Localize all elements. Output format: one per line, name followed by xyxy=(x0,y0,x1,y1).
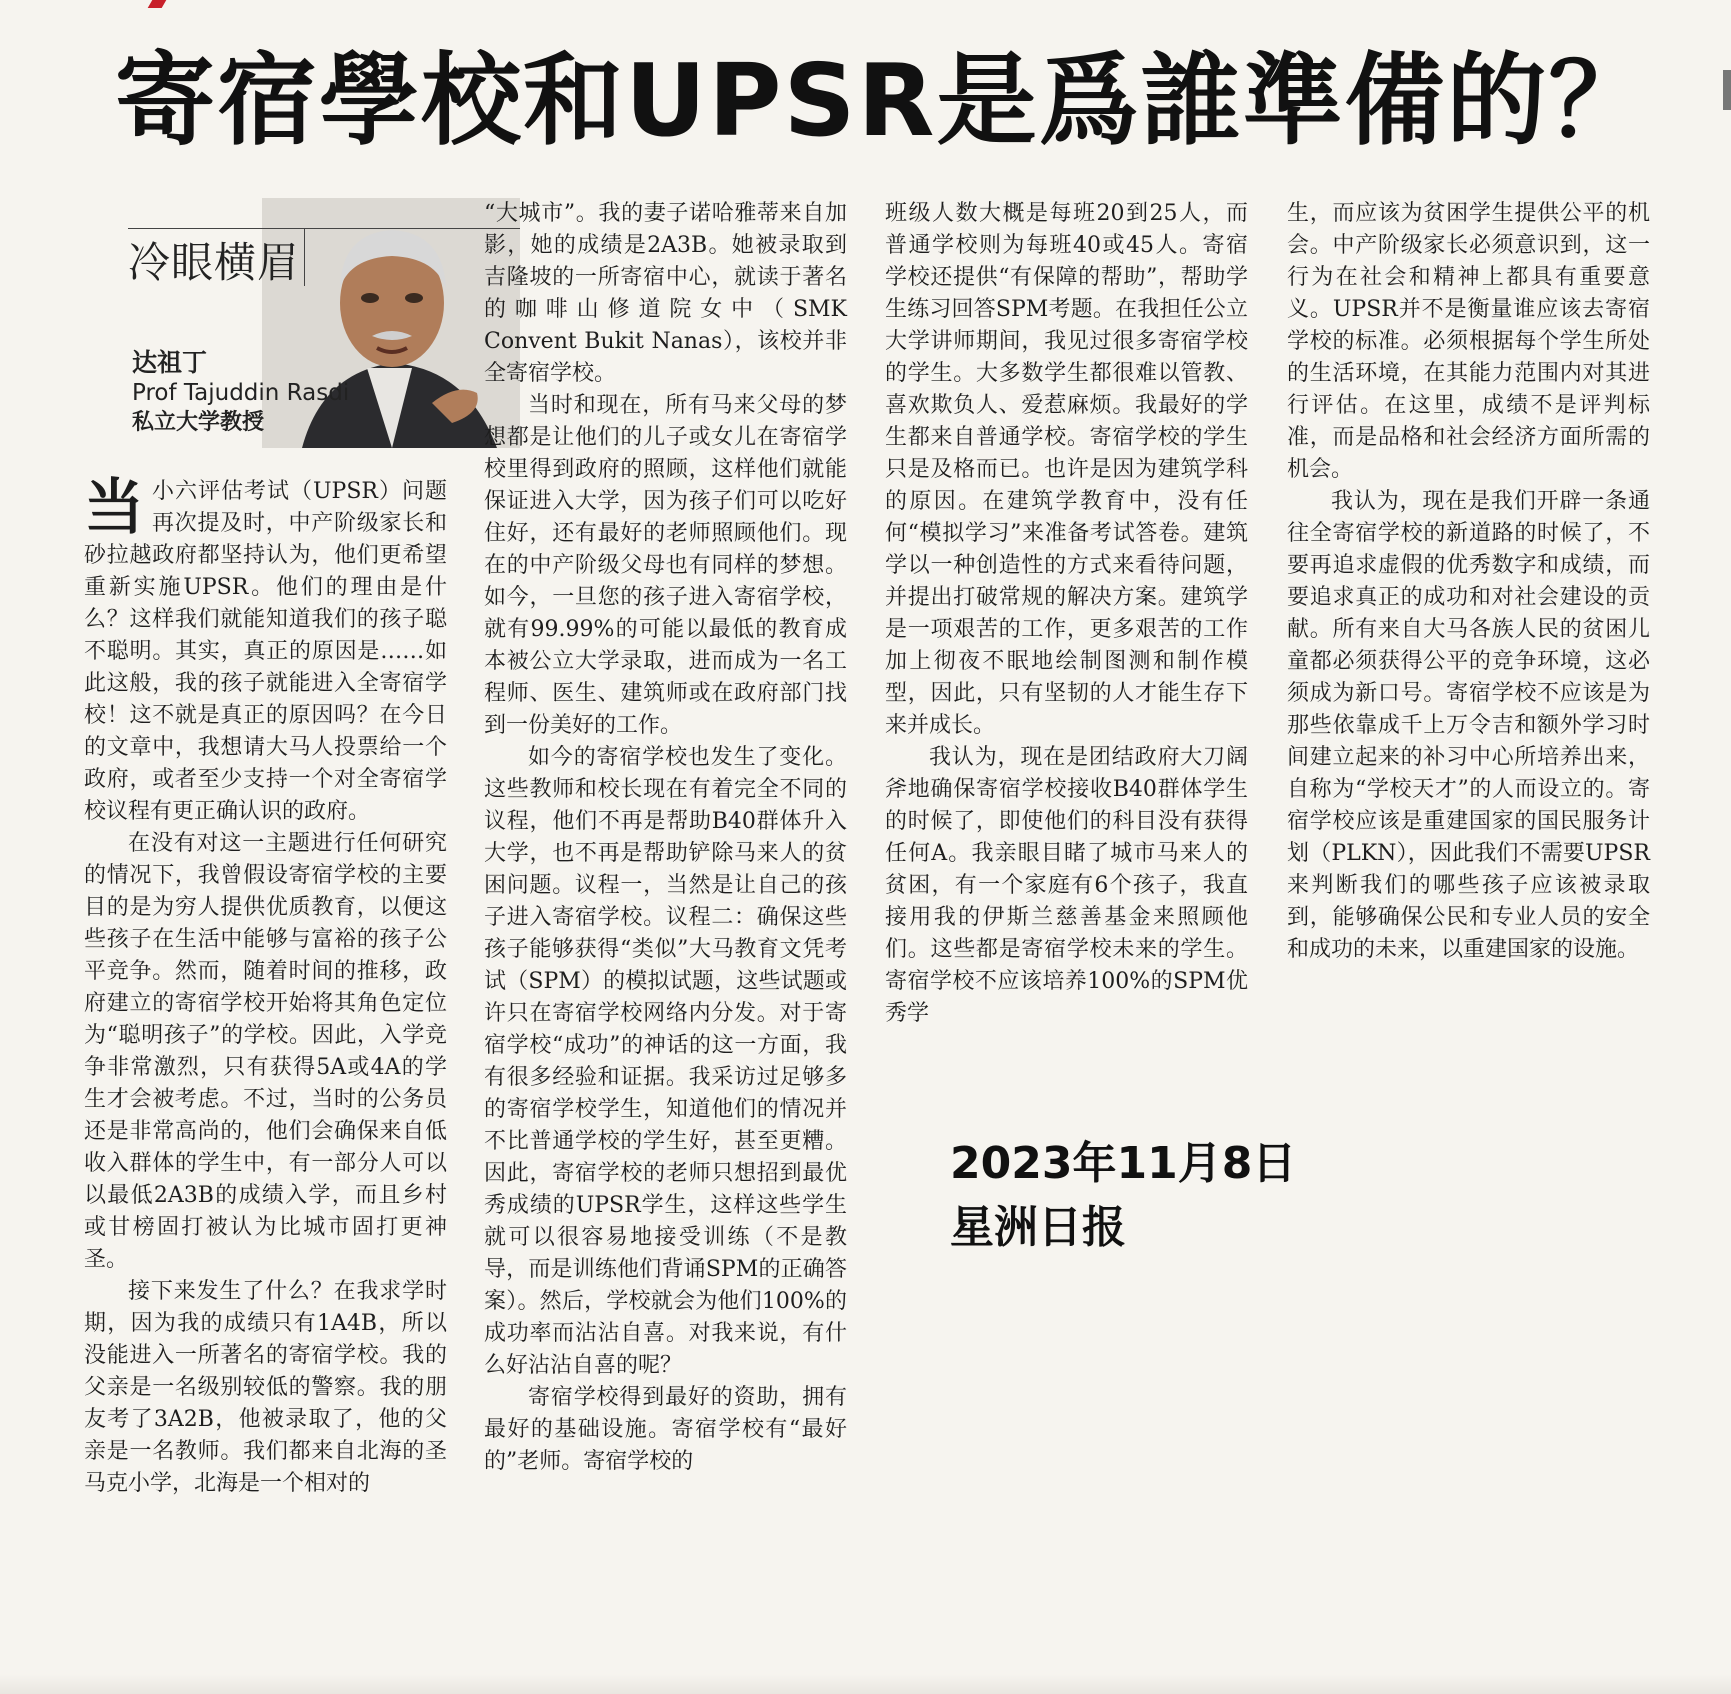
column-rule-vertical xyxy=(304,228,305,286)
author-name-zh: 达祖丁 xyxy=(132,348,208,377)
paragraph-1: 当小六评估考试（UPSR）问题再次提及时，中产阶级家长和砂拉越政府都坚持认为，他们更希望重新实施UPSR。他们的理由是什么？这样我们就能知道我们的孩子聪不聪明。其实，真正的原因是……如此这般，我的孩子就能进入全寄宿学校！这不就是真正的原因吗？在今日的文章中，我想请大马人投票给一个政府，或者至少支持一个对全寄宿学校议程有更正确认识的政府。 xyxy=(84,473,447,824)
edge-fragment xyxy=(1723,70,1731,110)
publication-stamp xyxy=(950,1132,1296,1260)
paragraph-7-cont: 生，而应该为贫困学生提供公平的机会。中产阶级家长必须意识到，这一行为在社会和精神上都具有重要意义。UPSR并不是衡量谁应该去寄宿学校的标准。必须根据每个学生所处的生活环境，在其能力范围内对其进行评估。在这里，成绩不是评判标准，而是品格和社会经济方面所需的机会。 xyxy=(1287,201,1650,482)
article-column-1 xyxy=(84,198,447,1500)
article-column-2 xyxy=(484,198,847,1478)
article-column-4 xyxy=(1287,198,1650,966)
dropcap: 当 xyxy=(84,473,144,543)
paragraph-8: 我认为，现在是我们开辟一条通往全寄宿学校的新道路的时候了，不要再追求虚假的优秀数字和成绩，而要追求真正的成功和对社会建设的贡献。所有来自大马各族人民的贫困儿童都必须获得公平的竞争环境，这必须成为新口号。寄宿学校不应该是为那些依靠成千上万令吉和额外学习时间建立起来的补习中心所培养出来，自称为“学校天才”的人而设立的。寄宿学校应该是重建国家的国民服务计划（PLKN），因此我们不需要UPSR来判断我们的哪些孩子应该被录取到，能够确保公民和专业人员的安全和成功的未来，以重建国家的设施。 xyxy=(1287,489,1650,962)
corner-red-mark xyxy=(148,0,167,8)
author-name-en: Prof Tajuddin Rasdi xyxy=(132,380,350,406)
author-box xyxy=(84,198,447,448)
paragraph-4: 当时和现在，所有马来父母的梦想都是让他们的儿子或女儿在寄宿学校里得到政府的照顾，这样他们就能保证进入大学，因为孩子们可以吃好住好，还有最好的老师照顾他们。现在的中产阶级父母也有同样的梦想。如今，一旦您的孩子进入寄宿学校，就有99.99%的可能以最低的教育成本被公立大学录取，进而成为一名工程师、医生、建筑师或在政府部门找到一份美好的工作。 xyxy=(484,393,847,738)
column-name: 冷眼横眉 xyxy=(128,238,301,287)
page-bottom-edge xyxy=(0,1674,1731,1694)
article-column-3 xyxy=(885,198,1248,1030)
paragraph-7: 我认为，现在是团结政府大刀阔斧地确保寄宿学校接收B40群体学生的时候了，即使他们的科目没有获得任何A。我亲眼目睹了城市马来人的贫困，有一个家庭有6个孩子，我直接用我的伊斯兰慈善基金来照顾他们。这些都是寄宿学校未来的学生。寄宿学校不应该培养100%的SPM优秀学 xyxy=(885,745,1248,1026)
paragraph-3: 接下来发生了什么？在我求学时期，因为我的成绩只有1A4B，所以没能进入一所著名的寄宿学校。我的父亲是一名级别较低的警察。我的朋友考了3A2B，他被录取了，他的父亲是一名教师。我们都来自北海的圣马克小学，北海是一个相对的 xyxy=(84,1279,447,1496)
author-byline xyxy=(132,348,349,438)
paragraph-6: 寄宿学校得到最好的资助，拥有最好的基础设施。寄宿学校有“最好的”老师。寄宿学校的 xyxy=(484,1385,847,1474)
paragraph-3-cont: “大城市”。我的妻子诺哈雅蒂来自加影，她的成绩是2A3B。她被录取到吉隆坡的一所寄宿中心，就读于著名的咖啡山修道院女中（SMK Convent Bukit Nanas），该校并非全寄宿学校。 xyxy=(484,201,847,386)
headline: 寄宿學校和UPSR是爲誰準備的？ xyxy=(115,42,1651,159)
paragraph-6-cont: 班级人数大概是每班20到25人，而普通学校则为每班40或45人。寄宿学校还提供“有保障的帮助”，帮助学生练习回答SPM考题。在我担任公立大学讲师期间，我见过很多寄宿学校的学生。大多数学生都很难以管教、喜欢欺负人、爱惹麻烦。我最好的学生都来自普通学校。寄宿学校的学生只是及格而已。也许是因为建筑学科的原因。在建筑学教育中，没有任何“模拟学习”来准备考试答卷。建筑学以一种创造性的方式来看待问题，并提出打破常规的解决方案。建筑学是一项艰苦的工作，更多艰苦的工作加上彻夜不眠地绘制图测和制作模型，因此，只有坚韧的人才能生存下来并成长。 xyxy=(885,201,1248,738)
paragraph-2: 在没有对这一主题进行任何研究的情况下，我曾假设寄宿学校的主要目的是为穷人提供优质教育，以便这些孩子在生活中能够与富裕的孩子公平竞争。然而，随着时间的推移，政府建立的寄宿学校开始将其角色定位为“聪明孩子”的学校。因此，入学竞争非常激烈，只有获得5A或4A的学生才会被考虑。不过，当时的公务员还是非常高尚的，他们会确保来自低收入群体的学生中，有一部分人可以以最低2A3B的成绩入学，而且乡村或甘榜固打被认为比城市固打更神圣。 xyxy=(84,831,447,1272)
author-title: 私立大学教授 xyxy=(132,410,265,435)
publication-date: 2023年11月8日 xyxy=(950,1138,1297,1189)
paragraph-5: 如今的寄宿学校也发生了变化。这些教师和校长现在有着完全不同的议程，他们不再是帮助B40群体升入大学，也不再是帮助铲除马来人的贫困问题。议程一，当然是让自己的孩子进入寄宿学校。议程二：确保这些孩子能够获得“类似”大马教育文凭考试（SPM）的模拟试题，这些试题或许只在寄宿学校网络内分发。对于寄宿学校“成功”的神话的这一方面，我有很多经验和证据。我采访过足够多的寄宿学校学生，知道他们的情况并不比普通学校的学生好，甚至更糟。因此，寄宿学校的老师只想招到最优秀成绩的UPSR学生，这样这些学生就可以很容易地接受训练（不是教导，而是训练他们背诵SPM的正确答案）。然后，学校就会为他们100%的成功率而沾沾自喜。对我来说，有什么好沾沾自喜的呢？ xyxy=(484,745,847,1378)
publication-source: 星洲日报 xyxy=(950,1202,1126,1253)
column-rule xyxy=(128,228,520,229)
